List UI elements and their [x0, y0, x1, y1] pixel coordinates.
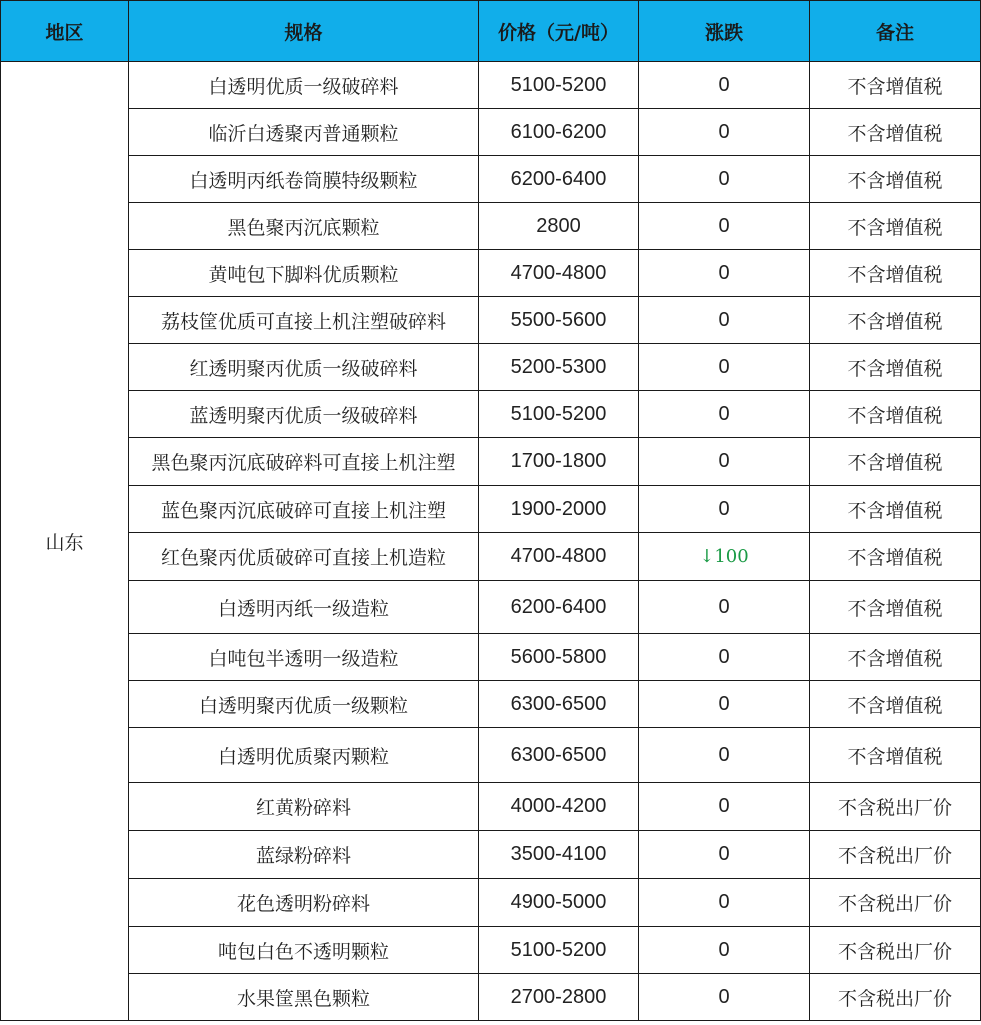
note-cell: 不含税出厂价 [810, 831, 981, 879]
change-cell: 0 [639, 728, 810, 783]
spec-cell: 红透明聚丙优质一级破碎料 [129, 344, 479, 391]
spec-cell: 荔枝筐优质可直接上机注塑破碎料 [129, 297, 479, 344]
note-cell: 不含增值税 [810, 250, 981, 297]
table-row [1, 62, 981, 109]
note-cell: 不含增值税 [810, 109, 981, 156]
price-cell: 6300-6500 [479, 728, 639, 783]
table-row [1, 109, 981, 156]
spec-cell: 黑色聚丙沉底破碎料可直接上机注塑 [129, 438, 479, 486]
spec-cell: 白透明丙纸一级造粒 [129, 581, 479, 634]
spec-cell: 黄吨包下脚料优质颗粒 [129, 250, 479, 297]
change-cell: 0 [639, 974, 810, 1021]
spec-cell: 蓝绿粉碎料 [129, 831, 479, 879]
note-cell: 不含增值税 [810, 438, 981, 486]
change-cell: 0 [639, 62, 810, 109]
table-row [1, 391, 981, 438]
change-cell: 0 [639, 438, 810, 486]
table-row [1, 728, 981, 783]
table-row [1, 581, 981, 634]
change-cell: 0 [639, 203, 810, 250]
spec-cell: 吨包白色不透明颗粒 [129, 927, 479, 974]
spec-cell: 白透明聚丙优质一级颗粒 [129, 681, 479, 728]
header-row [1, 1, 981, 62]
change-cell: 0 [639, 879, 810, 927]
table-row [1, 974, 981, 1021]
change-cell: ↓100 [639, 533, 810, 581]
price-cell: 1900-2000 [479, 486, 639, 533]
change-cell: 0 [639, 391, 810, 438]
spec-cell: 红黄粉碎料 [129, 783, 479, 831]
table-row [1, 250, 981, 297]
header-note: 备注 [810, 1, 981, 62]
table-row [1, 533, 981, 581]
price-cell: 1700-1800 [479, 438, 639, 486]
header-region: 地区 [1, 1, 129, 62]
table-row [1, 879, 981, 927]
change-cell: 0 [639, 634, 810, 681]
table-row [1, 344, 981, 391]
note-cell: 不含税出厂价 [810, 879, 981, 927]
table-row [1, 203, 981, 250]
table-row [1, 831, 981, 879]
note-cell: 不含增值税 [810, 681, 981, 728]
price-cell: 6200-6400 [479, 581, 639, 634]
price-cell: 4000-4200 [479, 783, 639, 831]
spec-cell: 白吨包半透明一级造粒 [129, 634, 479, 681]
change-cell: 0 [639, 344, 810, 391]
price-cell: 5100-5200 [479, 927, 639, 974]
price-cell: 6300-6500 [479, 681, 639, 728]
price-cell: 2800 [479, 203, 639, 250]
change-cell: 0 [639, 486, 810, 533]
price-cell: 5500-5600 [479, 297, 639, 344]
table-header [1, 1, 981, 62]
spec-cell: 临沂白透聚丙普通颗粒 [129, 109, 479, 156]
table-row [1, 681, 981, 728]
price-cell: 5600-5800 [479, 634, 639, 681]
note-cell: 不含增值税 [810, 62, 981, 109]
table-row [1, 634, 981, 681]
table-row [1, 783, 981, 831]
spec-cell: 水果筐黑色颗粒 [129, 974, 479, 1021]
change-cell: 0 [639, 831, 810, 879]
header-spec: 规格 [129, 1, 479, 62]
price-cell: 4700-4800 [479, 533, 639, 581]
table-row [1, 927, 981, 974]
table-row [1, 438, 981, 486]
header-change: 涨跌 [639, 1, 810, 62]
note-cell: 不含增值税 [810, 203, 981, 250]
note-cell: 不含增值税 [810, 297, 981, 344]
note-cell: 不含增值税 [810, 581, 981, 634]
spec-cell: 白透明丙纸卷筒膜特级颗粒 [129, 156, 479, 203]
table-row [1, 156, 981, 203]
change-cell: 0 [639, 681, 810, 728]
spec-cell: 花色透明粉碎料 [129, 879, 479, 927]
spec-cell: 白透明优质聚丙颗粒 [129, 728, 479, 783]
price-cell: 2700-2800 [479, 974, 639, 1021]
region-cell: 山东 [1, 62, 129, 1021]
note-cell: 不含增值税 [810, 486, 981, 533]
change-cell: 0 [639, 581, 810, 634]
note-cell: 不含增值税 [810, 533, 981, 581]
note-cell: 不含税出厂价 [810, 974, 981, 1021]
spec-cell: 蓝透明聚丙优质一级破碎料 [129, 391, 479, 438]
spec-cell: 红色聚丙优质破碎可直接上机造粒 [129, 533, 479, 581]
change-cell: 0 [639, 156, 810, 203]
header-price: 价格（元/吨） [479, 1, 639, 62]
note-cell: 不含增值税 [810, 728, 981, 783]
spec-cell: 白透明优质一级破碎料 [129, 62, 479, 109]
price-cell: 5100-5200 [479, 391, 639, 438]
change-cell: 0 [639, 783, 810, 831]
change-cell: 0 [639, 250, 810, 297]
table-row [1, 297, 981, 344]
note-cell: 不含税出厂价 [810, 783, 981, 831]
price-cell: 5200-5300 [479, 344, 639, 391]
price-cell: 4900-5000 [479, 879, 639, 927]
note-cell: 不含税出厂价 [810, 927, 981, 974]
table-body [1, 62, 981, 1021]
price-cell: 6100-6200 [479, 109, 639, 156]
price-cell: 3500-4100 [479, 831, 639, 879]
note-cell: 不含增值税 [810, 634, 981, 681]
table-row [1, 486, 981, 533]
note-cell: 不含增值税 [810, 391, 981, 438]
note-cell: 不含增值税 [810, 156, 981, 203]
change-cell: 0 [639, 109, 810, 156]
price-cell: 5100-5200 [479, 62, 639, 109]
price-cell: 6200-6400 [479, 156, 639, 203]
change-cell: 0 [639, 927, 810, 974]
change-cell: 0 [639, 297, 810, 344]
price-cell: 4700-4800 [479, 250, 639, 297]
spec-cell: 蓝色聚丙沉底破碎可直接上机注塑 [129, 486, 479, 533]
spec-cell: 黑色聚丙沉底颗粒 [129, 203, 479, 250]
note-cell: 不含增值税 [810, 344, 981, 391]
